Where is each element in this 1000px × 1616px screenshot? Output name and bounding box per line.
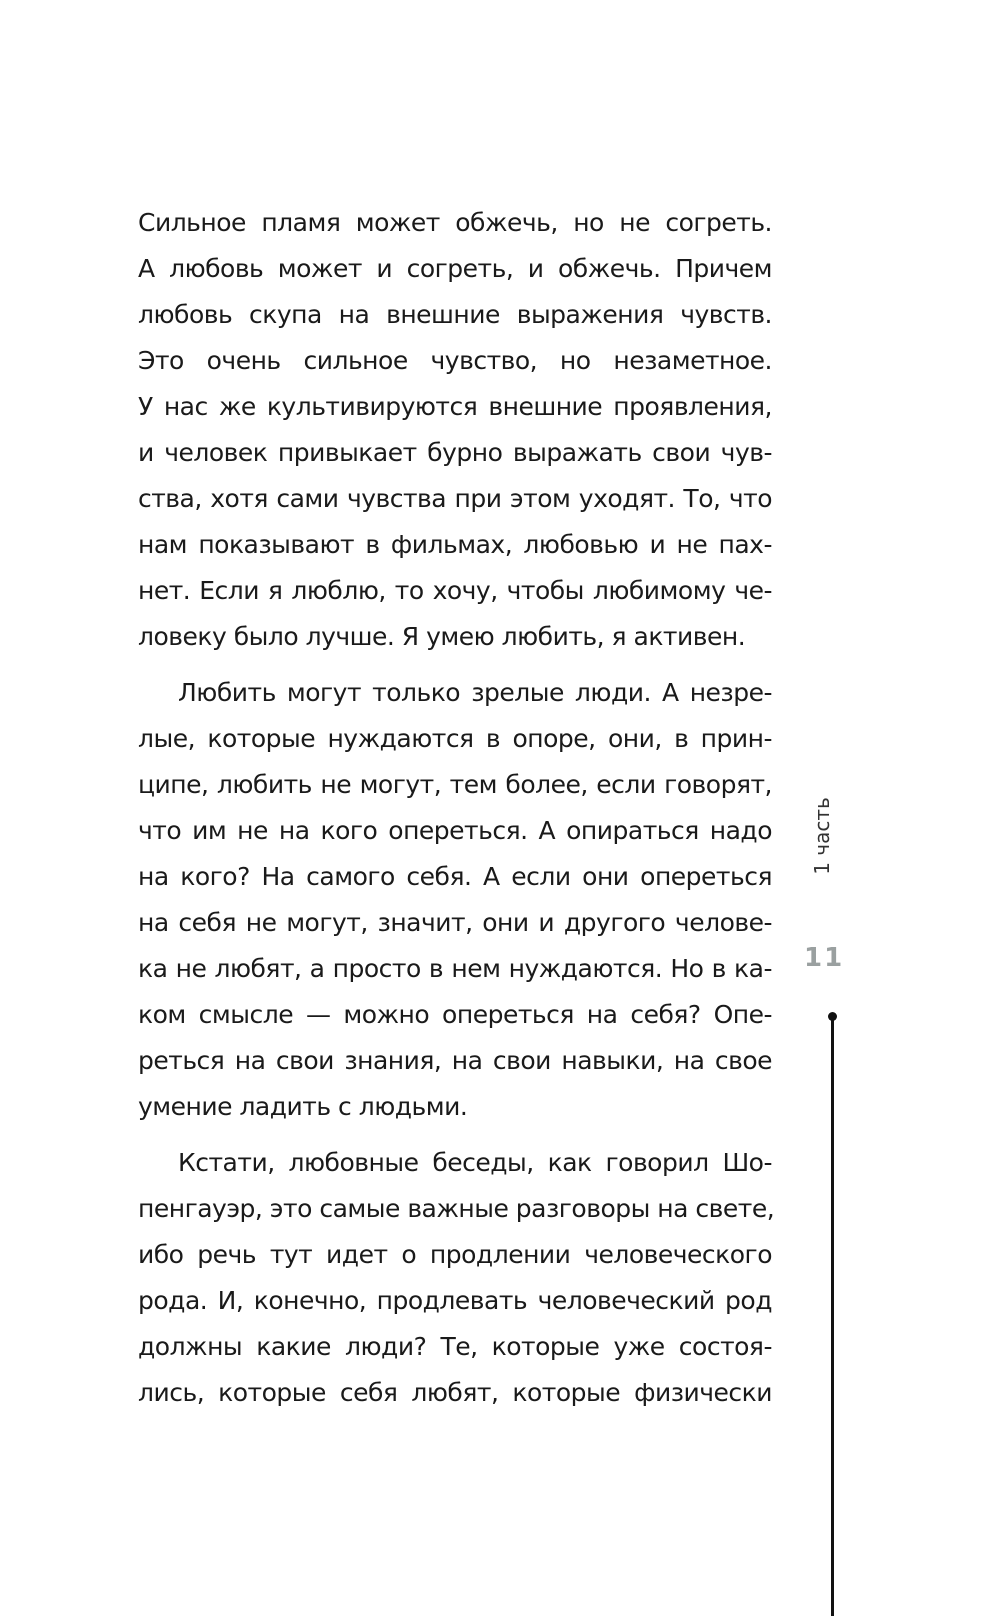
text-line: на себя не могут, значит, они и другого челове- bbox=[138, 908, 772, 937]
text-line: нам показывают в фильмах, любовью и не пах- bbox=[138, 530, 772, 559]
text-line: А любовь может и согреть, и обжечь. Причем bbox=[138, 254, 772, 283]
text-line: нет. Если я люблю, то хочу, чтобы любимому че- bbox=[138, 576, 772, 605]
text-line: Кстати, любовные беседы, как говорил Шо- bbox=[178, 1148, 772, 1177]
text-line: пенгауэр, это самые важные разговоры на свете, bbox=[138, 1194, 775, 1223]
text-line: ком смысле — можно опереться на себя? Опе- bbox=[138, 1000, 772, 1029]
text-line: ловеку было лучше. Я умею любить, я активен. bbox=[138, 622, 746, 651]
text-line: что им не на кого опереться. А опираться надо bbox=[138, 816, 772, 845]
text-line: У нас же культивируются внешние проявления, bbox=[138, 392, 772, 421]
text-line: ибо речь тут идет о продлении человеческого bbox=[138, 1240, 772, 1269]
text-line: и человек привыкает бурно выражать свои чув- bbox=[138, 438, 772, 467]
text-line: рода. И, конечно, продлевать человеческий род bbox=[138, 1286, 772, 1315]
text-line: лись, которые себя любят, которые физически bbox=[138, 1378, 772, 1407]
text-line: ка не любят, а просто в нем нуждаются. Но в ка- bbox=[138, 954, 772, 983]
text-line: умение ладить с людьми. bbox=[138, 1092, 468, 1121]
text-line: реться на свои знания, на свои навыки, на свое bbox=[138, 1046, 772, 1075]
text-line: Сильное пламя может обжечь, но не согреть. bbox=[138, 208, 772, 237]
text-line: Это очень сильное чувство, но незаметное. bbox=[138, 346, 772, 375]
text-line: лые, которые нуждаются в опоре, они, в прин- bbox=[138, 724, 772, 753]
text-line: должны какие люди? Те, которые уже состоя- bbox=[138, 1332, 772, 1361]
section-label: 1 часть bbox=[810, 797, 834, 875]
text-line: ства, хотя сами чувства при этом уходят. То, что bbox=[138, 484, 772, 513]
text-line: любовь скупа на внешние выражения чувств. bbox=[138, 300, 772, 329]
text-line: ципе, любить не могут, тем более, если говорят, bbox=[138, 770, 772, 799]
marker-line bbox=[831, 1016, 834, 1616]
text-line: на кого? На самого себя. А если они опереться bbox=[138, 862, 772, 891]
page-number: 11 bbox=[804, 943, 845, 973]
body-text bbox=[138, 200, 775, 1416]
text-line: Любить могут только зрелые люди. А незре- bbox=[178, 678, 772, 707]
